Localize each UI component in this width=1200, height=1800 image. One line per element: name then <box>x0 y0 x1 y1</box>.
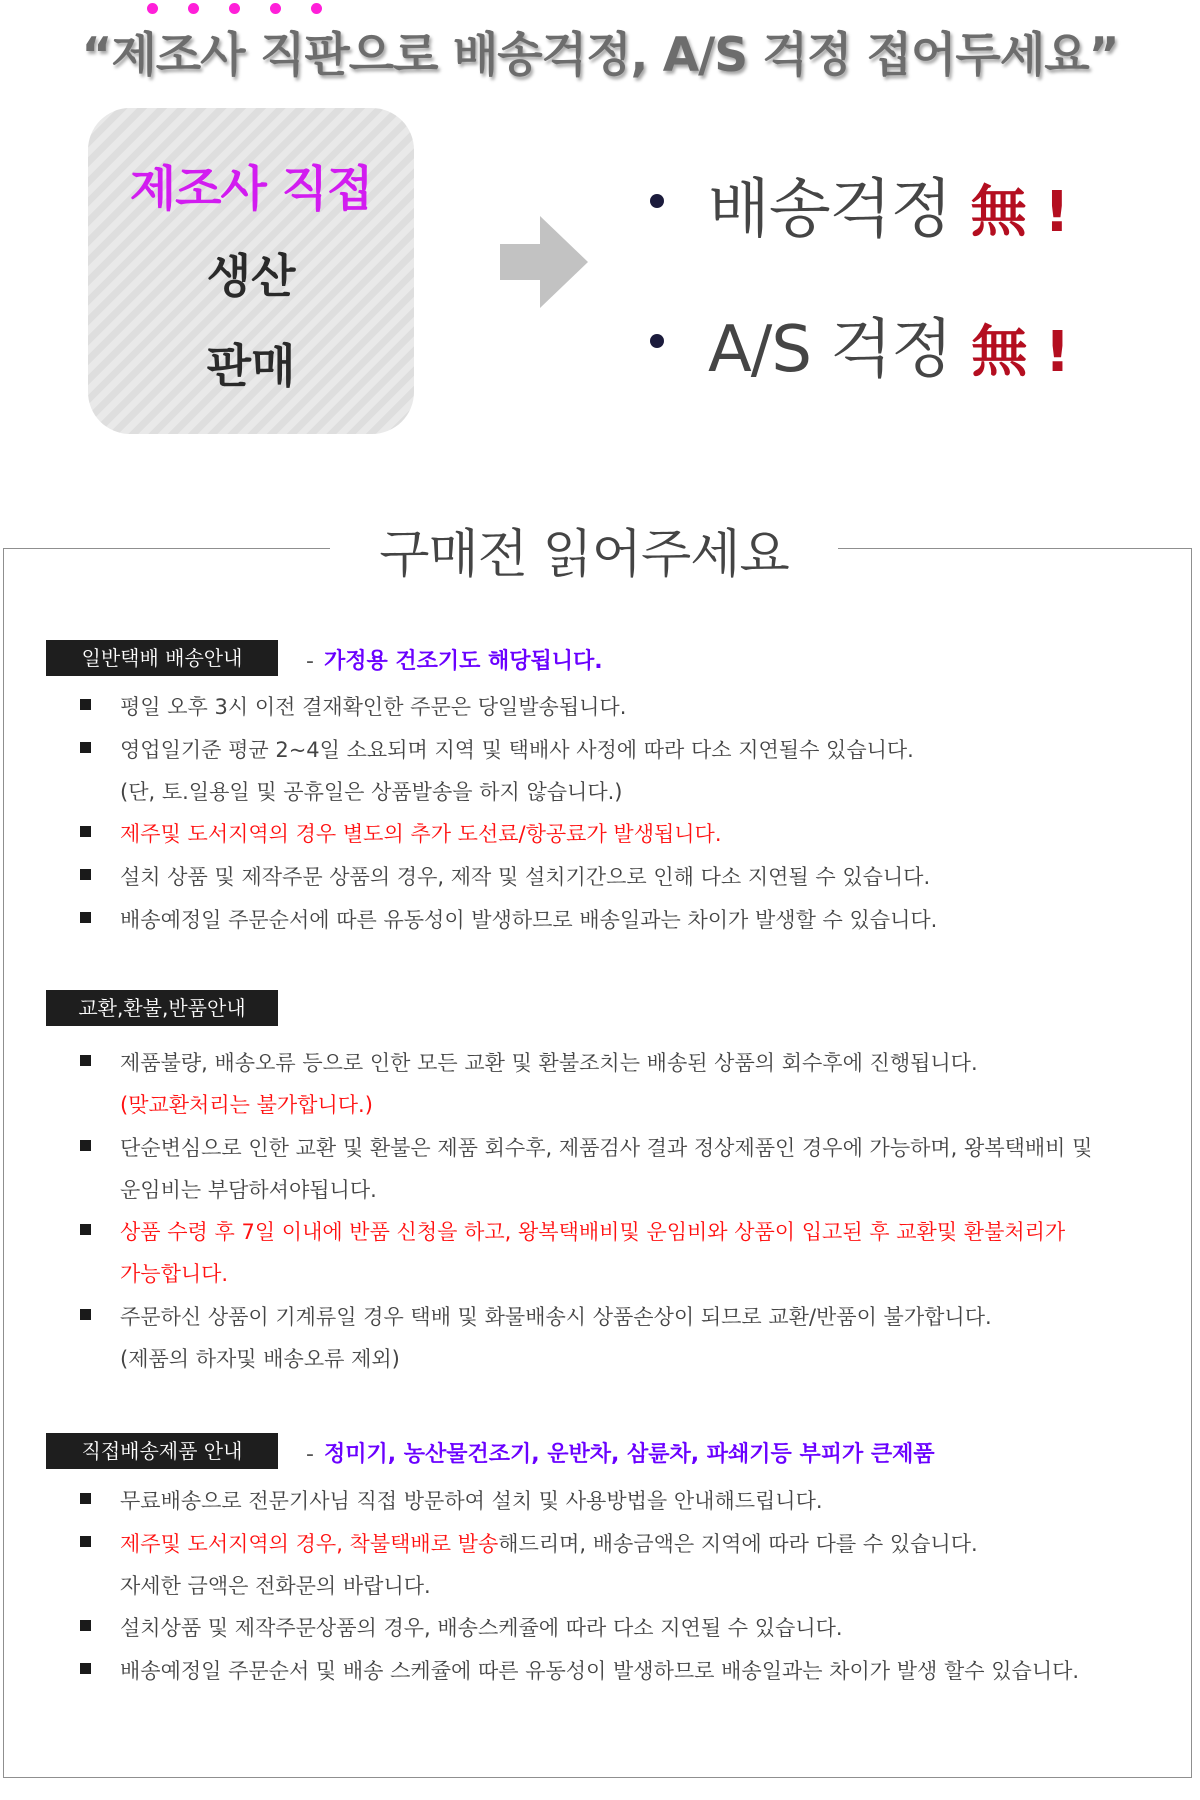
section-subtitle: - 가정용 건조기도 해당됩니다. <box>306 649 603 674</box>
card-line-3: 판매 <box>206 339 296 393</box>
section-label: 직접배송제품 안내 <box>46 1433 278 1469</box>
notice-title: 구매전 읽어주세요 <box>330 512 838 587</box>
notice-line: 자세한 금액은 전화문의 바랍니다. <box>120 1574 431 1598</box>
right-arrow-icon <box>500 212 590 312</box>
bullet-icon <box>650 334 664 348</box>
manufacturer-card <box>88 108 414 434</box>
section-label: 일반택배 배송안내 <box>46 640 278 676</box>
notice-line: 배송예정일 주문순서에 따른 유동성이 발생하므로 배송일과는 차이가 발생할 수 있습니다. <box>120 908 938 932</box>
notice-line: 영업일기준 평균 2~4일 소요되며 지역 및 택배사 사정에 따라 다소 지연될수 있습니다. <box>120 738 914 762</box>
section-label: 교환,환불,반품안내 <box>46 990 278 1026</box>
square-bullet-icon <box>80 1493 91 1504</box>
square-bullet-icon <box>80 1620 91 1631</box>
section-subtitle: - 정미기, 농산물건조기, 운반차, 삼륜차, 파쇄기등 부피가 큰제품 <box>306 1442 935 1467</box>
square-bullet-icon <box>80 912 91 923</box>
claim-mark: 無 ! <box>970 180 1069 245</box>
notice-line: (제품의 하자및 배송오류 제외) <box>120 1347 400 1371</box>
notice-line: 제주및 도서지역의 경우, 착불택배로 발송해드리며, 배송금액은 지역에 따라 다를 수 있습니다. <box>120 1532 978 1556</box>
dot-icon <box>147 3 158 14</box>
square-bullet-icon <box>80 699 91 710</box>
notice-line: 운임비는 부담하셔야됩니다. <box>120 1178 377 1202</box>
dot-icon <box>229 3 240 14</box>
notice-line: 평일 오후 3시 이전 결재확인한 주문은 당일발송됩니다. <box>120 695 627 719</box>
bullet-icon <box>650 194 664 208</box>
notice-line: (단, 토.일용일 및 공휴일은 상품발송을 하지 않습니다.) <box>120 780 623 804</box>
square-bullet-icon <box>80 1224 91 1235</box>
notice-line-red: 제주및 도서지역의 경우 별도의 추가 도선료/항공료가 발생됩니다. <box>120 822 722 846</box>
notice-line: 무료배송으로 전문기사님 직접 방문하여 설치 및 사용방법을 안내해드립니다. <box>120 1489 823 1513</box>
claim-mark: 無 ! <box>971 320 1070 385</box>
notice-line: 단순변심으로 인한 교환 및 환불은 제품 회수후, 제품검사 결과 정상제품인 경우에 가능하며, 왕복택배비 및 <box>120 1136 1093 1160</box>
square-bullet-icon <box>80 869 91 880</box>
notice-line: 배송예정일 주문순서 및 배송 스케쥴에 따른 유동성이 발생하므로 배송일과는 차이가 발생 할수 있습니다. <box>120 1659 1080 1683</box>
notice-line: 설치 상품 및 제작주문 상품의 경우, 제작 및 설치기간으로 인해 다소 지연될 수 있습니다. <box>120 865 931 889</box>
notice-line: 설치상품 및 제작주문상품의 경우, 배송스케쥴에 따라 다소 지연될 수 있습니다. <box>120 1616 843 1640</box>
notice-line-red: 가능합니다. <box>120 1262 229 1286</box>
square-bullet-icon <box>80 742 91 753</box>
dot-icon <box>188 3 199 14</box>
claim-text: 배송걱정 <box>708 173 952 247</box>
claim-text: A/S 걱정 <box>708 313 952 387</box>
banner-headline: “제조사 직판으로 배송걱정, A/S 걱정 접어두세요” <box>81 28 1119 83</box>
notice-line: 제품불량, 배송오류 등으로 인한 모든 교환 및 환불조치는 배송된 상품의 회수후에 진행됩니다. <box>120 1051 978 1075</box>
dot-icon <box>270 3 281 14</box>
card-line-1: 제조사 직접 <box>129 161 373 217</box>
notice-line-red: (맞교환처리는 불가합니다.) <box>120 1093 373 1117</box>
card-line-2: 생산 <box>206 249 296 303</box>
square-bullet-icon <box>80 1536 91 1547</box>
square-bullet-icon <box>80 826 91 837</box>
notice-line-red: 상품 수령 후 7일 이내에 반품 신청을 하고, 왕복택배비및 운임비와 상품이 입고된 후 교환및 환불처리가 <box>120 1220 1066 1244</box>
notice-line: 주문하신 상품이 기계류일 경우 택배 및 화물배송시 상품손상이 되므로 교환/반품이 불가합니다. <box>120 1305 992 1329</box>
square-bullet-icon <box>80 1309 91 1320</box>
square-bullet-icon <box>80 1140 91 1151</box>
square-bullet-icon <box>80 1663 91 1674</box>
square-bullet-icon <box>80 1055 91 1066</box>
dot-icon <box>311 3 322 14</box>
